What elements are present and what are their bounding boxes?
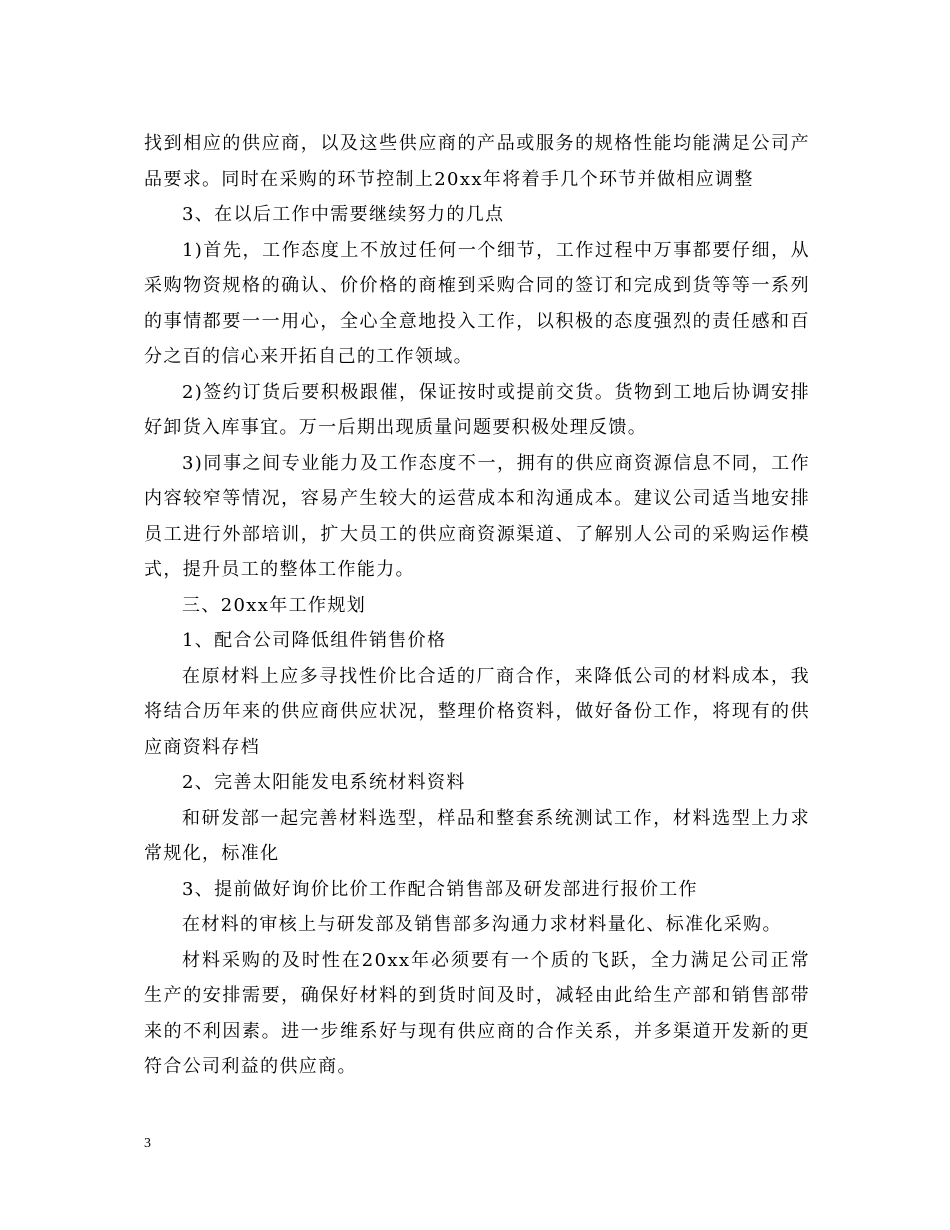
paragraph-3: 1)首先，工作态度上不放过任何一个细节，工作过程中万事都要仔细，从采购物资规格的确认、价价格的商榷到采购合同的签订和完成到货等等一系列的事情都要一一用心，全心全意地投入工作，以积极的态度强烈的责任感和百分之百的信心来开拓自己的工作领域。 — [144, 239, 810, 367]
section-heading: 三、20xx年工作规划 — [182, 594, 367, 616]
paragraph-13: 材料采购的及时性在20xx年必须要有一个质的飞跃，全力满足公司正常生产的安排需要，确保好材料的到货时间及时，减轻由此给生产部和销售部带来的不利因素。进一步维系好与现有供应商的合作关系，并多渠道开发新的更符合公司利益的供应商。 — [144, 949, 810, 1077]
item-heading-2: 2、完善太阳能发电系统材料资料 — [182, 772, 466, 793]
document-body — [144, 126, 810, 1085]
paragraph-1: 找到相应的供应商，以及这些供应商的产品或服务的规格性能均能满足公司产品要求。同时在采购的环节控制上20xx年将着手几个环节并做相应调整 — [144, 133, 810, 190]
paragraph-4: 2)签约订货后要积极跟催，保证按时或提前交货。货物到工地后协调安排好卸货入库事宜。万一后期出现质量问题要积极处理反馈。 — [144, 381, 810, 438]
page-number: 3 — [144, 1136, 151, 1151]
paragraph-2: 3、在以后工作中需要继续努力的几点 — [182, 204, 505, 225]
item-heading-3: 3、提前做好询价比价工作配合销售部及研发部进行报价工作 — [182, 878, 698, 900]
paragraph-10: 和研发部一起完善材料选型，样品和整套系统测试工作，材料选型上力求常规化，标准化 — [144, 807, 810, 864]
paragraph-5: 3)同事之间专业能力及工作态度不一，拥有的供应商资源信息不同，工作内容较窄等情况，容易产生较大的运营成本和沟通成本。建议公司适当地安排员工进行外部培训，扩大员工的供应商资源渠道、了解别人公司的采购运作模式，提升员工的整体工作能力。 — [144, 452, 810, 580]
paragraph-8: 在原材料上应多寻找性价比合适的厂商合作，来降低公司的材料成本，我将结合历年来的供应商供应状况，整理价格资料，做好备份工作，将现有的供应商资料存档 — [144, 665, 810, 758]
paragraph-12: 在材料的审核上与研发部及销售部多沟通力求材料量化、标准化采购。 — [182, 914, 782, 935]
item-heading-1: 1、配合公司降低组件销售价格 — [182, 630, 447, 651]
